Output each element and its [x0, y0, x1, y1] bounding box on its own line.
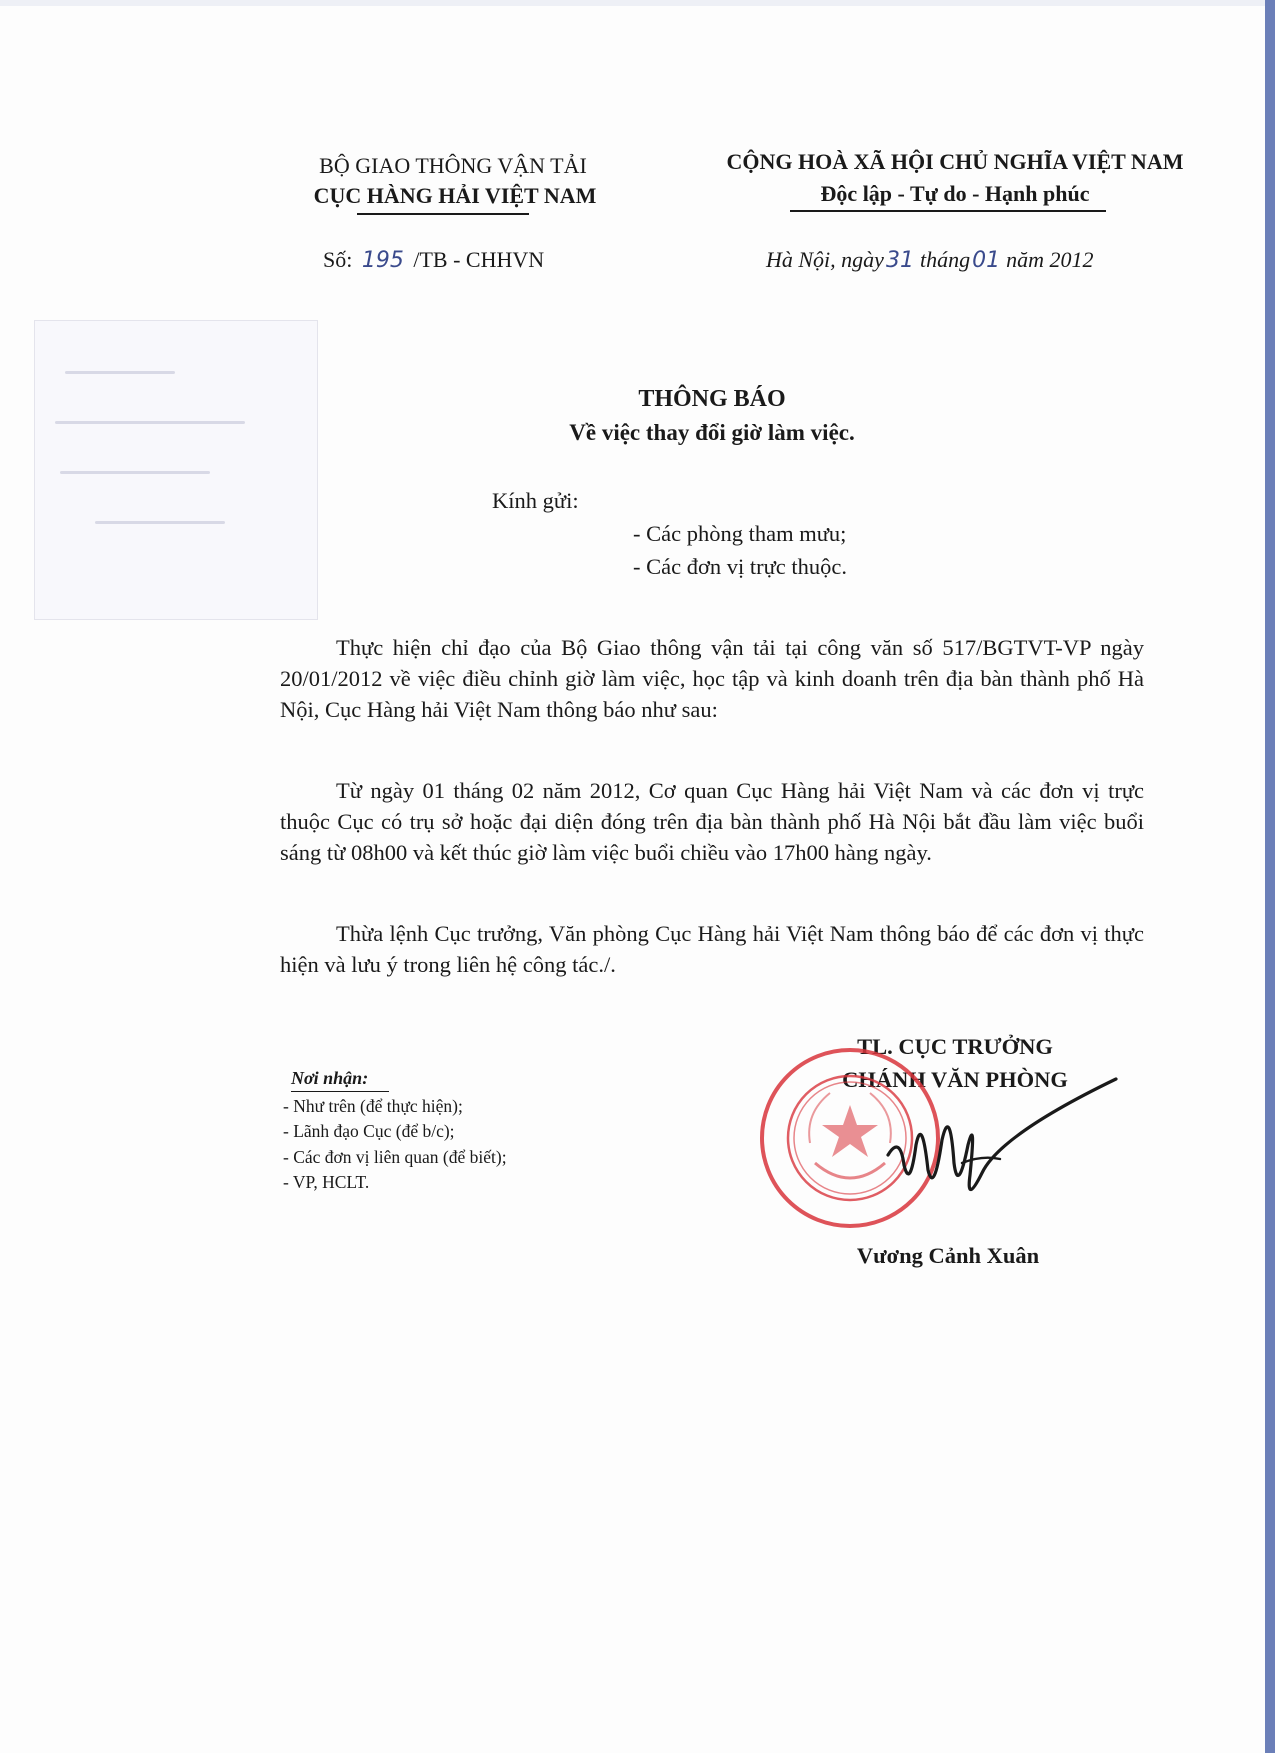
- receiver-item: - Lãnh đạo Cục (để b/c);: [283, 1121, 455, 1141]
- scan-top-shade: [0, 0, 1275, 6]
- document-number: [323, 247, 544, 273]
- recipient-item: - Các đơn vị trực thuộc.: [633, 554, 848, 579]
- agency-underline: [357, 213, 529, 215]
- pasted-patch: [34, 320, 318, 620]
- month-label: tháng: [919, 247, 971, 272]
- signer-name: Vương Cảnh Xuân: [856, 1243, 1040, 1268]
- number-prefix: Số:: [323, 247, 353, 272]
- national-motto: Độc lập - Tự do - Hạnh phúc: [820, 181, 1090, 206]
- document-title: THÔNG BÁO: [638, 386, 786, 412]
- document-date: [766, 247, 1093, 273]
- year-text: năm 2012: [1006, 247, 1094, 272]
- handwritten-signature: [870, 1075, 1130, 1225]
- scan-edge: [1265, 0, 1275, 1753]
- number-handwritten: 195: [361, 248, 404, 273]
- body-paragraph: Thừa lệnh Cục trưởng, Văn phòng Cục Hàng hải Việt Nam thông báo để các đơn vị thực hiện và lưu ý trong liên hệ công tác./.: [280, 921, 1144, 977]
- recipients-label: Kính gửi:: [492, 488, 579, 513]
- country-name: CỘNG HOÀ XÃ HỘI CHỦ NGHĨA VIỆT NAM: [726, 149, 1184, 174]
- signature-title-1: TL. CỤC TRƯỞNG: [857, 1034, 1053, 1059]
- ministry-name: BỘ GIAO THÔNG VẬN TẢI: [319, 153, 587, 178]
- agency-name: CỤC HÀNG HẢI VIỆT NAM: [313, 183, 597, 208]
- receiver-item: - Các đơn vị liên quan (để biết);: [283, 1147, 507, 1167]
- day-handwritten: 31: [885, 248, 914, 273]
- receiver-item: - VP, HCLT.: [283, 1172, 370, 1192]
- number-suffix: /TB - CHHVN: [413, 247, 545, 272]
- receivers-label: Nơi nhận:: [291, 1068, 369, 1088]
- body-paragraph: Từ ngày 01 tháng 02 năm 2012, Cơ quan Cục Hàng hải Việt Nam và các đơn vị trực thuộc Cục có trụ sở hoặc đại diện đóng trên địa bàn thành phố Hà Nội bắt đầu làm việc buổi sáng từ 08h00 và kết thúc giờ làm việc buổi chiều vào 17h00 hàng ngày.: [280, 778, 1144, 865]
- month-handwritten: 01: [972, 248, 1001, 273]
- date-prefix: Hà Nội, ngày: [766, 247, 884, 272]
- document-subject: Về việc thay đổi giờ làm việc.: [569, 420, 855, 445]
- receiver-item: - Như trên (để thực hiện);: [283, 1096, 463, 1116]
- body-paragraph: Thực hiện chỉ đạo của Bộ Giao thông vận tải tại công văn số 517/BGTVT-VP ngày 20/01/2012 về việc điều chỉnh giờ làm việc, học tập và kinh doanh trên địa bàn thành phố Hà Nội, Cục Hàng hải Việt Nam thông báo như sau:: [280, 635, 1144, 722]
- receivers-underline: [291, 1091, 389, 1092]
- recipient-item: - Các phòng tham mưu;: [633, 521, 847, 546]
- signature-title-2: CHÁNH VĂN PHÒNG: [842, 1067, 1068, 1092]
- motto-underline: [790, 210, 1106, 212]
